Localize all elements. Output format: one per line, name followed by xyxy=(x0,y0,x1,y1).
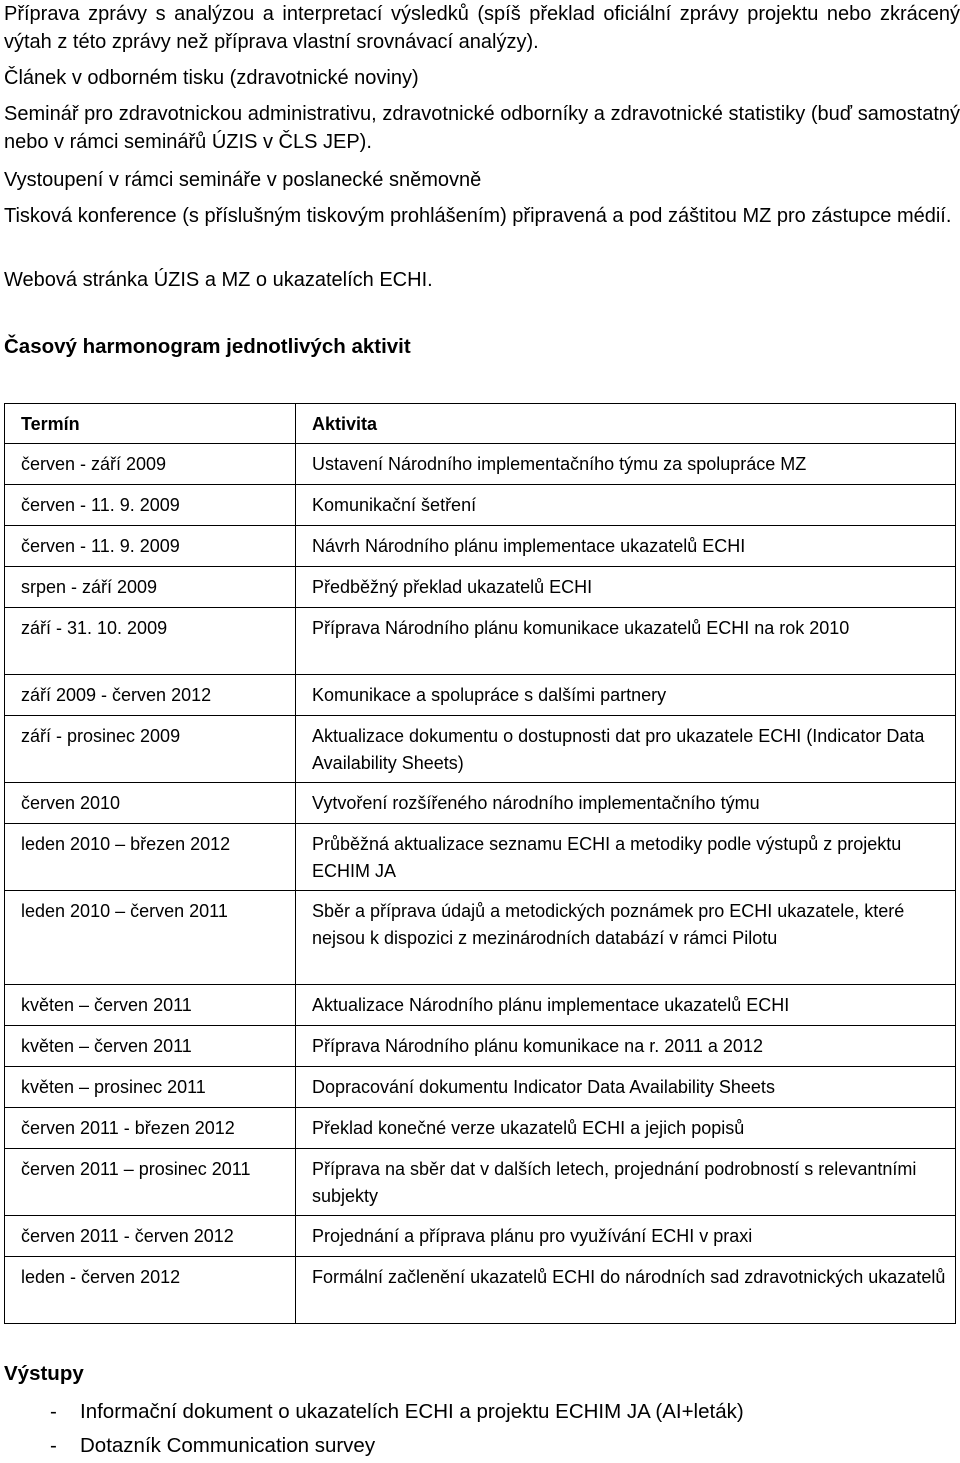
term-cell: září - prosinec 2009 xyxy=(5,716,296,783)
table-row xyxy=(5,1067,956,1108)
table-header-row xyxy=(5,404,956,444)
term-cell: leden - červen 2012 xyxy=(5,1257,296,1324)
activity-cell: Návrh Národního plánu implementace ukazatelů ECHI xyxy=(296,526,956,567)
term-cell: září - 31. 10. 2009 xyxy=(5,608,296,675)
bullet-dash: - xyxy=(50,1434,57,1457)
output-item-text: Informační dokument o ukazatelích ECHI a projektu ECHIM JA (AI+leták) xyxy=(80,1400,744,1423)
activity-cell: Ustavení Národního implementačního týmu za spolupráce MZ xyxy=(296,444,956,485)
term-cell: červen 2011 - červen 2012 xyxy=(5,1216,296,1257)
intro-paragraph-parliament: Vystoupení v rámci semináře v poslanecké sněmovně xyxy=(4,169,482,191)
table-row xyxy=(5,716,956,783)
table-row xyxy=(5,891,956,985)
table-row xyxy=(5,1216,956,1257)
schedule-heading: Časový harmonogram jednotlivých aktivit xyxy=(4,335,411,358)
table-row xyxy=(5,824,956,891)
term-cell: květen – prosinec 2011 xyxy=(5,1067,296,1108)
activity-cell: Komunikační šetření xyxy=(296,485,956,526)
table-row xyxy=(5,985,956,1026)
activity-cell: Formální začlenění ukazatelů ECHI do národních sad zdravotnických ukazatelů xyxy=(296,1257,956,1324)
term-cell: červen 2010 xyxy=(5,783,296,824)
activity-cell: Projednání a příprava plánu pro využívání ECHI v praxi xyxy=(296,1216,956,1257)
table-row xyxy=(5,567,956,608)
column-header-term: Termín xyxy=(5,404,296,444)
term-cell: květen – červen 2011 xyxy=(5,985,296,1026)
activity-cell: Překlad konečné verze ukazatelů ECHI a jejich popisů xyxy=(296,1108,956,1149)
column-header-activity: Aktivita xyxy=(296,404,956,444)
term-cell: květen – červen 2011 xyxy=(5,1026,296,1067)
intro-paragraph-article: Článek v odborném tisku (zdravotnické noviny) xyxy=(4,67,419,89)
term-cell: červen 2011 – prosinec 2011 xyxy=(5,1149,296,1216)
table-row xyxy=(5,675,956,716)
table-row xyxy=(5,1149,956,1216)
intro-paragraph-report: Příprava zprávy s analýzou a interpretací výsledků (spíš překlad oficiální zprávy projektu nebo zkrácený výtah z této zprávy než příprava vlastní srovnávací analýzy). xyxy=(4,3,960,53)
term-cell: leden 2010 – červen 2011 xyxy=(5,891,296,985)
activity-cell: Příprava Národního plánu komunikace na r. 2011 a 2012 xyxy=(296,1026,956,1067)
bullet-dash: - xyxy=(50,1400,57,1423)
activity-cell: Předběžný překlad ukazatelů ECHI xyxy=(296,567,956,608)
term-cell: červen - 11. 9. 2009 xyxy=(5,526,296,567)
output-item-text: Dotazník Communication survey xyxy=(80,1434,376,1457)
activity-cell: Komunikace a spolupráce s dalšími partnery xyxy=(296,675,956,716)
intro-paragraph-seminar: Seminář pro zdravotnickou administrativu, zdravotnické odborníky a zdravotnické statistiky (buď samostatný nebo v rámci seminářů ÚZIS v ČLS JEP). xyxy=(4,103,960,153)
table-row xyxy=(5,1108,956,1149)
activity-cell: Vytvoření rozšířeného národního implementačního týmu xyxy=(296,783,956,824)
table-row xyxy=(5,783,956,824)
intro-paragraph-press-conference: Tisková konference (s příslušným tiskovým prohlášením) připravená a pod záštitou MZ pro zástupce médií. xyxy=(4,205,952,227)
activity-cell: Dopracování dokumentu Indicator Data Availability Sheets xyxy=(296,1067,956,1108)
activity-cell: Sběr a příprava údajů a metodických poznámek pro ECHI ukazatele, které nejsou k dispozici z mezinárodních databází v rámci Pilotu xyxy=(296,891,956,985)
intro-paragraph-website: Webová stránka ÚZIS a MZ o ukazatelích ECHI. xyxy=(4,269,433,291)
list-item xyxy=(0,1395,744,1429)
term-cell: červen - září 2009 xyxy=(5,444,296,485)
outputs-list xyxy=(0,1395,744,1463)
list-item xyxy=(0,1429,744,1463)
term-cell: září 2009 - červen 2012 xyxy=(5,675,296,716)
term-cell: červen 2011 - březen 2012 xyxy=(5,1108,296,1149)
term-cell: leden 2010 – březen 2012 xyxy=(5,824,296,891)
activity-cell: Aktualizace Národního plánu implementace ukazatelů ECHI xyxy=(296,985,956,1026)
activity-cell: Příprava Národního plánu komunikace ukazatelů ECHI na rok 2010 xyxy=(296,608,956,675)
table-row xyxy=(5,608,956,675)
activity-cell: Aktualizace dokumentu o dostupnosti dat pro ukazatele ECHI (Indicator Data Availability Sheets) xyxy=(296,716,956,783)
table-row xyxy=(5,1257,956,1324)
activity-cell: Příprava na sběr dat v dalších letech, projednání podrobností s relevantními subjekty xyxy=(296,1149,956,1216)
table-row xyxy=(5,1026,956,1067)
term-cell: červen - 11. 9. 2009 xyxy=(5,485,296,526)
term-cell: srpen - září 2009 xyxy=(5,567,296,608)
activity-cell: Průběžná aktualizace seznamu ECHI a metodiky podle výstupů z projektu ECHIM JA xyxy=(296,824,956,891)
table-row xyxy=(5,485,956,526)
table-row xyxy=(5,526,956,567)
schedule-table xyxy=(4,403,956,1324)
outputs-heading: Výstupy xyxy=(4,1362,84,1385)
table-row xyxy=(5,444,956,485)
